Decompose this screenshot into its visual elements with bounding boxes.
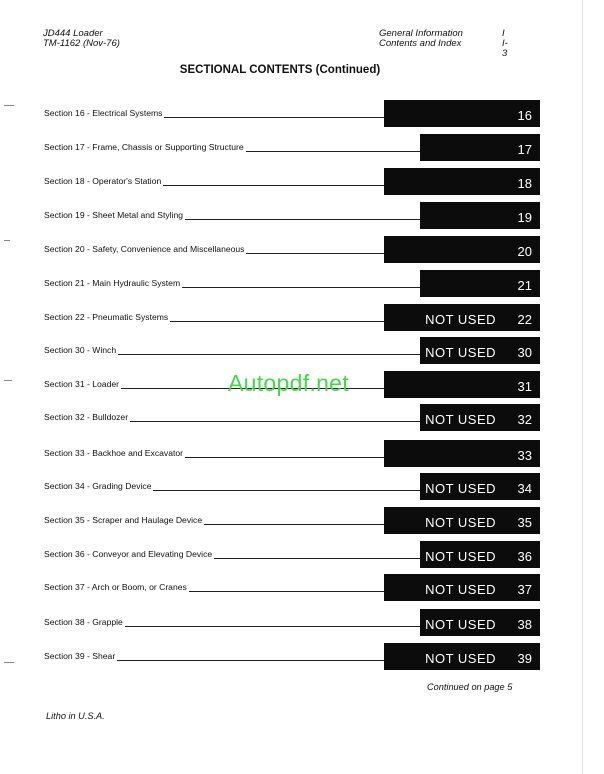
section-tab[interactable]: [384, 371, 540, 398]
leader-line: [130, 421, 420, 422]
section-tab[interactable]: [384, 643, 540, 670]
section-tab[interactable]: [420, 473, 540, 500]
section-label: Section 34 - Grading Device: [44, 481, 152, 491]
section-label: Section 33 - Backhoe and Excavator: [44, 448, 184, 458]
section-tab[interactable]: [384, 304, 540, 331]
section-row[interactable]: [0, 202, 560, 232]
section-number: 35: [517, 515, 532, 530]
section-tab[interactable]: [384, 236, 540, 263]
not-used-label: NOT USED: [425, 515, 496, 530]
section-number: 22: [517, 312, 532, 327]
section-label: Section 31 - Loader: [44, 379, 120, 389]
section-number: 21: [517, 278, 532, 293]
section-tab[interactable]: [384, 574, 540, 601]
section-number: 36: [517, 549, 532, 564]
section-number: 17: [517, 142, 532, 157]
section-row[interactable]: [0, 473, 560, 503]
not-used-label: NOT USED: [425, 582, 496, 597]
section-number: 16: [517, 108, 532, 123]
continued-note: Continued on page 5: [427, 682, 513, 692]
section-label: Section 20 - Safety, Convenience and Miscellaneous: [44, 244, 245, 254]
margin-mark: [4, 662, 14, 663]
section-row[interactable]: [0, 541, 560, 571]
section-number: 38: [517, 617, 532, 632]
section-row[interactable]: [0, 643, 560, 673]
not-used-label: NOT USED: [425, 651, 496, 666]
not-used-label: NOT USED: [425, 481, 496, 496]
leader-line: [153, 490, 420, 491]
leader-line: [214, 558, 420, 559]
leader-line: [246, 151, 420, 152]
leader-line: [185, 457, 384, 458]
not-used-label: NOT USED: [425, 549, 496, 564]
leader-line: [185, 219, 420, 220]
section-label: Section 37 - Arch or Boom, or Cranes: [44, 582, 187, 592]
chapter-subtitle: [379, 38, 508, 59]
litho-note: Litho in U.S.A.: [46, 711, 105, 721]
section-tab[interactable]: [420, 134, 540, 161]
section-label: Section 19 - Sheet Metal and Styling: [44, 210, 184, 220]
not-used-label: NOT USED: [425, 412, 496, 427]
margin-mark: [4, 240, 10, 241]
section-tab[interactable]: [420, 202, 540, 229]
leader-line: [182, 287, 420, 288]
section-tab[interactable]: [420, 337, 540, 364]
section-label: Section 32 - Bulldozer: [44, 412, 129, 422]
header-left: [43, 29, 120, 49]
section-tab[interactable]: [420, 404, 540, 431]
section-row[interactable]: [0, 168, 560, 198]
section-row[interactable]: [0, 304, 560, 334]
section-number: 37: [517, 582, 532, 597]
not-used-label: NOT USED: [425, 312, 496, 327]
leader-line: [164, 117, 384, 118]
section-row[interactable]: [0, 337, 560, 367]
not-used-label: NOT USED: [425, 345, 496, 360]
chapter-name: General Information: [379, 28, 463, 39]
leader-line: [204, 524, 384, 525]
section-number: 18: [517, 176, 532, 191]
section-number: 19: [517, 210, 532, 225]
section-label: Section 21 - Main Hydraulic System: [44, 278, 181, 288]
section-row[interactable]: [0, 507, 560, 537]
section-number: 33: [517, 448, 532, 463]
watermark: Autopdf.net: [228, 370, 349, 396]
section-row[interactable]: [0, 574, 560, 604]
margin-mark: [4, 105, 14, 106]
manual-code: TM-1162 (Nov-76): [43, 38, 120, 49]
section-tab[interactable]: [384, 100, 540, 127]
section-row[interactable]: [0, 270, 560, 300]
section-label: Section 30 - Winch: [44, 345, 117, 355]
section-number: 30: [517, 345, 532, 360]
section-row[interactable]: [0, 134, 560, 164]
section-tab[interactable]: [420, 609, 540, 636]
margin-mark: [4, 380, 12, 381]
leader-line: [163, 185, 384, 186]
section-row[interactable]: [0, 440, 560, 470]
page-mark: I: [502, 28, 505, 39]
leader-line: [246, 253, 384, 254]
page-number: I-3: [502, 38, 508, 59]
section-tab[interactable]: [420, 270, 540, 297]
section-tab[interactable]: [384, 507, 540, 534]
not-used-label: NOT USED: [425, 617, 496, 632]
section-label: Section 38 - Grapple: [44, 617, 123, 627]
section-label: Section 39 - Shear: [44, 651, 116, 661]
section-label: Section 18 - Operator's Station: [44, 176, 162, 186]
section-tab[interactable]: [384, 440, 540, 467]
page-title: SECTIONAL CONTENTS (Continued): [179, 64, 381, 76]
section-label: Section 35 - Scraper and Haulage Device: [44, 515, 203, 525]
leader-line: [118, 354, 420, 355]
section-tab[interactable]: [384, 168, 540, 195]
section-row[interactable]: [0, 100, 560, 130]
header-right: [379, 28, 508, 59]
section-label: Section 16 - Electrical Systems: [44, 108, 163, 118]
section-label: Section 17 - Frame, Chassis or Supporting Structure: [44, 142, 244, 152]
section-tab[interactable]: [420, 541, 540, 568]
leader-line: [170, 321, 384, 322]
section-label: Section 22 - Pneumatic Systems: [44, 312, 169, 322]
section-row[interactable]: [0, 609, 560, 639]
section-number: 20: [517, 244, 532, 259]
manual-title: JD444 Loader: [43, 28, 103, 39]
section-row[interactable]: [0, 236, 560, 266]
leader-line: [189, 591, 384, 592]
leader-line: [125, 626, 420, 627]
section-number: 39: [517, 651, 532, 666]
chapter-subname: Contents and Index: [379, 38, 462, 49]
section-number: 31: [517, 379, 532, 394]
section-row[interactable]: [0, 404, 560, 434]
section-number: 34: [517, 481, 532, 496]
leader-line: [117, 660, 384, 661]
section-number: 32: [517, 412, 532, 427]
section-label: Section 36 - Conveyor and Elevating Device: [44, 549, 213, 559]
